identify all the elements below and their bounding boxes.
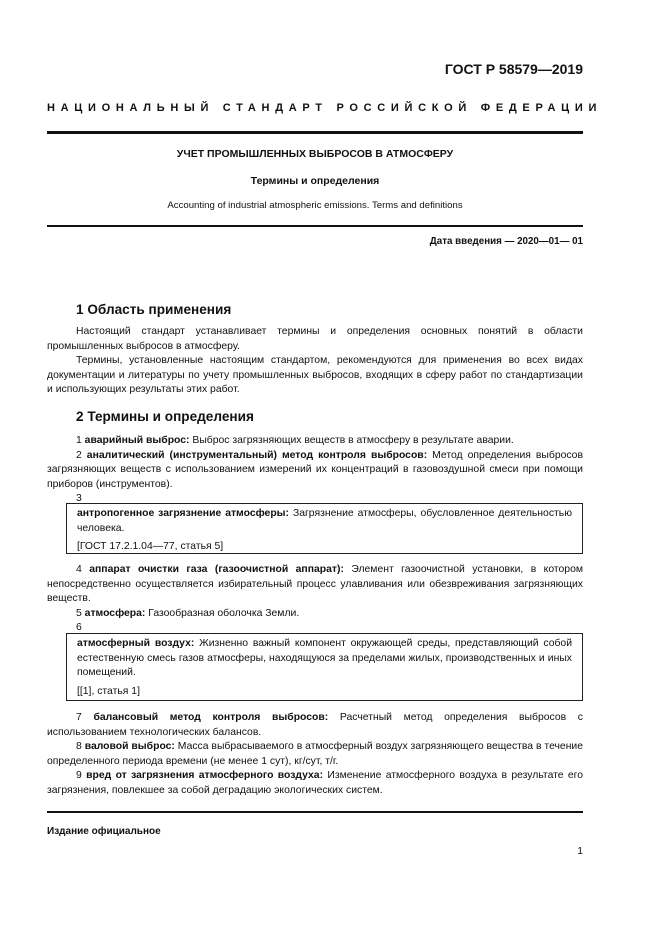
term-definition: Масса выбрасываемого в атмосферный воздух загрязняющего вещества в течение определенного периода времени (не менее 1 сут), кг/сут, т/г. (47, 741, 584, 767)
term-entry-2 (47, 449, 583, 493)
terms-group-2 (47, 563, 583, 636)
term-number: 9 (76, 770, 82, 782)
term-entry-5 (47, 607, 583, 622)
document-title: УЧЕТ ПРОМЫШЛЕННЫХ ВЫБРОСОВ В АТМОСФЕРУ (176, 148, 454, 160)
term-definition: Газообразная оболочка Земли. (145, 607, 300, 619)
term-definition: Расчетный метод определения выбросов с использованием технологических балансов. (47, 712, 584, 738)
term-number: 7 (76, 712, 82, 723)
gost-identifier: ГОСТ Р 58579—2019 (444, 61, 583, 77)
term-name: аналитический (инструментальный) метод контроля выбросов: (86, 449, 428, 461)
terms-group-3 (47, 711, 583, 799)
introduction-date: Дата введения — 2020—01— 01 (429, 236, 583, 247)
terms-group-1 (47, 434, 583, 507)
term-definition: Элемент газоочистной установки, в котором непосредственно осуществляется избирательный процесс улавливания или обезвреживания загрязняющих веществ. (47, 564, 584, 605)
term-definition: Метод определения выбросов загрязняющих веществ с использованием измерений их концентраций в газовоздушной смеси при помощи приборов (инструментов). (47, 449, 583, 490)
term-number: 2 (76, 449, 82, 461)
footer-divider (47, 811, 583, 813)
term-number: 5 (76, 607, 82, 619)
term-name: аппарат очистки газа (газоочистной аппарат): (89, 564, 344, 575)
term-name: аварийный выброс: (84, 435, 190, 446)
term-source-6: [[1], статья 1] (77, 685, 140, 697)
section-2-heading: 2 Термины и определения (76, 409, 254, 424)
term-entry-4 (47, 563, 583, 607)
term-name: валовой выброс: (84, 741, 175, 753)
section-1-paragraph-1: Настоящий стандарт устанавливает термины и определения основных понятий в области промышленных выбросов в атмосферу. (47, 326, 583, 352)
edition-label: Издание официальное (47, 826, 161, 837)
section-1-heading: 1 Область применения (76, 302, 232, 317)
term-name: антропогенное загрязнение атмосферы: (77, 508, 290, 519)
national-standard-banner: НАЦИОНАЛЬНЫЙ СТАНДАРТ РОССИЙСКОЙ ФЕДЕРАЦИИ (47, 102, 603, 114)
term-definition: Загрязнение атмосферы, обусловленное деятельностью человека. (77, 508, 572, 534)
title-divider (47, 225, 583, 227)
term-entry-9 (47, 769, 583, 798)
term-number: 8 (76, 741, 82, 753)
term-definition: Изменение атмосферного воздуха в результате его загрязнения, повлекшее за собой деградацию экологических систем. (47, 770, 584, 796)
term-entry-7 (47, 711, 583, 740)
term-name: вред от загрязнения атмосферного воздуха: (86, 770, 324, 782)
section-1-paragraph-2: Термины, установленные настоящим стандартом, рекомендуются для применения во всех видах документации и литературы по учету промышленных выбросов, входящих в сферу работ по стандартизации и использующих результаты этих работ. (47, 355, 583, 396)
term-name: атмосферный воздух: (77, 638, 195, 649)
term-definition: Жизненно важный компонент окружающей среды, представляющий собой естественную смесь газов атмосферы, находящуюся за пределами жилых, производственных и иных помещений. (77, 638, 573, 679)
term-entry-8 (47, 740, 583, 769)
document-title-english: Accounting of industrial atmospheric emissions. Terms and definitions (167, 200, 463, 211)
term-number-6: 6 (76, 622, 82, 634)
header-divider (47, 131, 583, 134)
term-number-3: 3 (76, 493, 82, 505)
term-name: балансовый метод контроля выбросов: (93, 712, 329, 723)
term-entry-1 (47, 434, 583, 449)
document-subtitle: Термины и определения (250, 175, 380, 187)
term-number: 4 (76, 564, 82, 575)
term-entry-6 (77, 637, 572, 681)
section-1-body (47, 325, 583, 398)
term-name: атмосфера: (84, 607, 146, 619)
term-entry-3 (77, 507, 572, 536)
term-number: 1 (76, 435, 82, 446)
term-box-6 (66, 633, 583, 701)
term-definition: Выброс загрязняющих веществ в атмосферу в результате аварии. (189, 435, 514, 446)
term-source-3: [ГОСТ 17.2.1.04—77, статья 5] (77, 541, 224, 553)
page-number: 1 (577, 846, 583, 857)
term-box-3 (66, 503, 583, 554)
